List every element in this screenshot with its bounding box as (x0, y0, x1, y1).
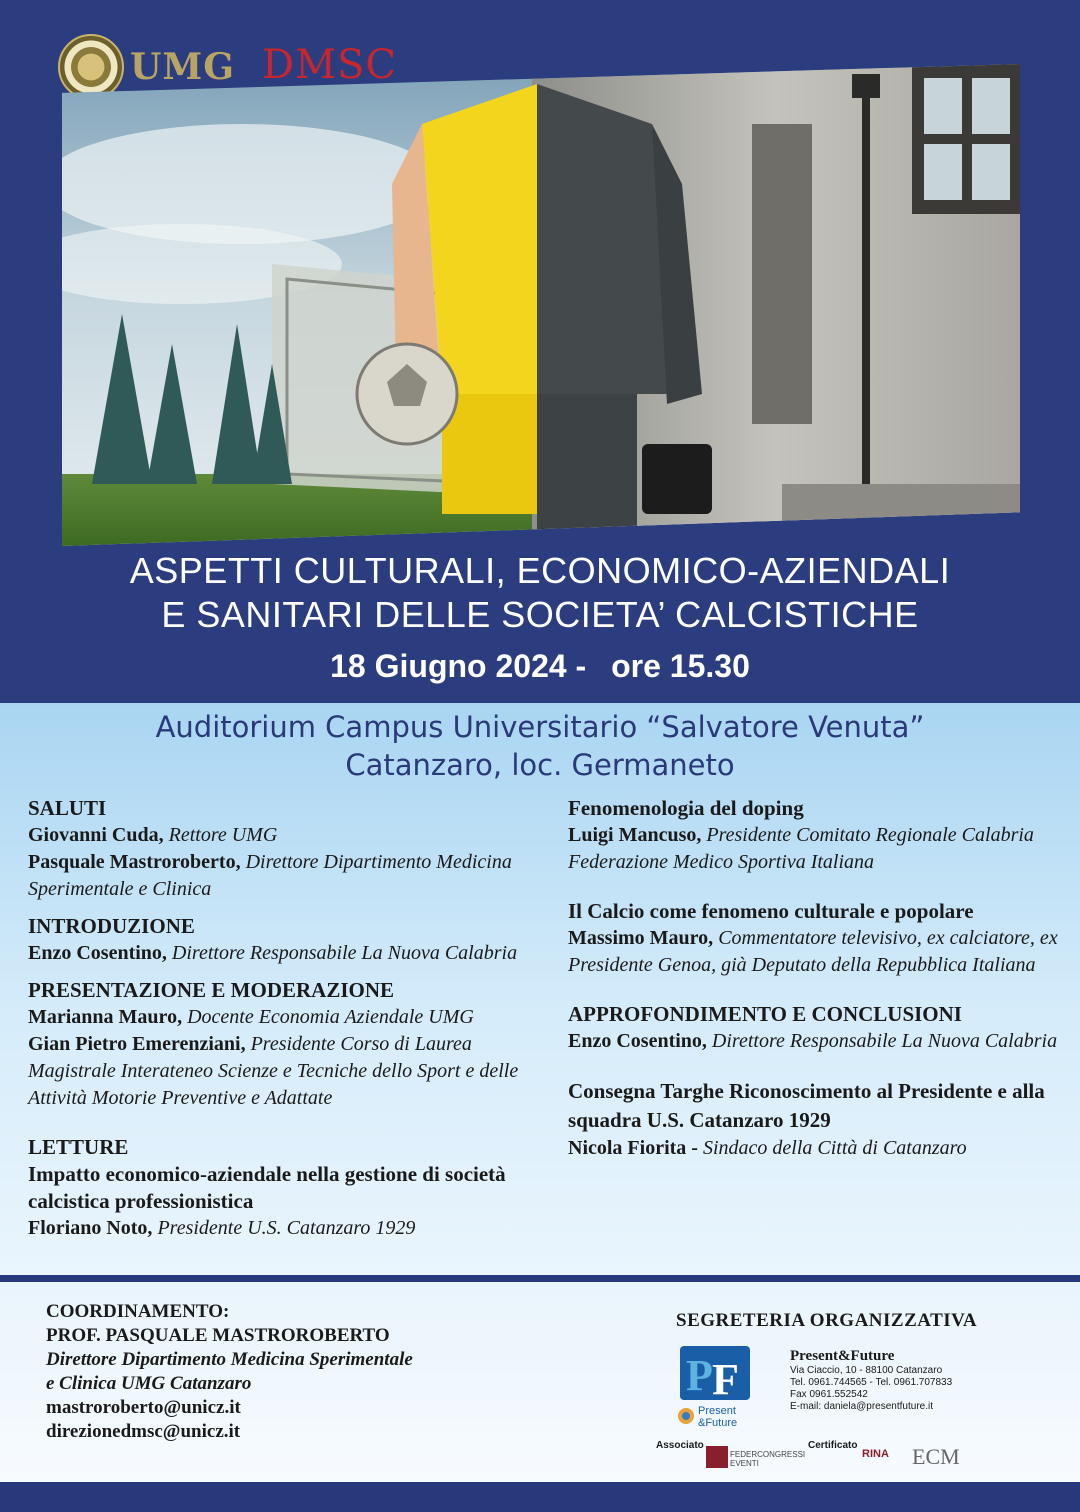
segreteria-heading: SEGRETERIA ORGANIZZATIVA (676, 1310, 978, 1331)
program-right-column (568, 795, 1068, 1172)
introduzione-section (28, 913, 548, 967)
event-time: ore 15.30 (611, 648, 750, 684)
federcongressi-logo-icon (706, 1446, 728, 1468)
footballer-businessman-image (62, 64, 1020, 546)
speaker: Gian Pietro Emerenziani, Presidente Corso di Laurea Magistrale Interateneo Scienze e Tecniche dello Sport e delle Attività Motorie Preventive e Adattate (28, 1033, 519, 1109)
consegna-section (568, 1077, 1068, 1162)
event-title-line-1: ASPETTI CULTURALI, ECONOMICO-AZIENDALI (129, 550, 951, 591)
approfondimento-section (568, 1001, 1068, 1055)
lecture-topic: Impatto economico-aziendale nella gestione di società calcistica professionistica (28, 1162, 506, 1213)
coordinamento-block (46, 1300, 413, 1444)
saluti-section (28, 795, 548, 903)
present-future-logo (676, 1344, 764, 1428)
speaker: Giovanni Cuda, Rettore UMG (28, 824, 278, 846)
event-title-line-2: E SANITARI DELLE SOCIETA’ CALCISTICHE (161, 594, 919, 635)
speaker: Massimo Mauro, Commentatore televisivo, ex calciatore, ex Presidente Genoa, già Deputato della Repubblica Italiana (568, 927, 1058, 976)
rina-logo: RINA (862, 1448, 889, 1460)
section-heading: Fenomenologia del doping (568, 796, 804, 820)
coordinator-role-2: e Clinica UMG Catanzaro (46, 1373, 252, 1394)
ecm-logo: ECM (912, 1444, 960, 1469)
event-day: 18 Giugno 2024 - (330, 648, 587, 684)
email-link[interactable]: mastroroberto@unicz.it (46, 1397, 241, 1418)
present-future-icon (676, 1344, 764, 1428)
svg-text:P: P (686, 1351, 713, 1400)
coordinator-role-1: Direttore Dipartimento Medicina Sperimentale (46, 1349, 413, 1370)
speaker: Enzo Cosentino, Direttore Responsabile La Nuova Calabria (568, 1030, 1058, 1052)
section-heading: PRESENTAZIONE E MODERAZIONE (28, 978, 395, 1002)
university-seal-icon (58, 34, 124, 100)
coordinator-name: PROF. PASQUALE MASTROROBERTO (46, 1325, 390, 1346)
section-heading: APPROFONDIMENTO E CONCLUSIONI (568, 1002, 962, 1026)
company-fax: Fax 0961.552542 (790, 1389, 868, 1400)
federcongressi-label: FEDERCONGRESSI EVENTI (730, 1450, 806, 1468)
hero-photo (62, 64, 1020, 546)
section-heading: SALUTI (28, 796, 107, 820)
svg-text:F: F (712, 1355, 739, 1404)
umg-logo-text: UMG (130, 46, 235, 88)
presentazione-section (28, 977, 548, 1112)
event-date (0, 648, 1080, 685)
associato-label: Associato (656, 1440, 704, 1451)
speaker: Floriano Noto, Presidente U.S. Catanzaro 1929 (28, 1217, 416, 1239)
speaker: Luigi Mancuso, Presidente Comitato Regionale Calabria Federazione Medico Sportiva Italiana (568, 824, 1034, 873)
venue-line-1: Auditorium Campus Universitario “Salvatore Venuta” (155, 710, 925, 744)
company-tel: Tel. 0961.744565 - Tel. 0961.707833 (790, 1377, 953, 1388)
doping-section (568, 795, 1068, 876)
company-email[interactable]: E-mail: daniela@presentfuture.it (790, 1401, 933, 1412)
speaker: Marianna Mauro, Docente Economia Aziendale UMG (28, 1006, 474, 1028)
section-heading: Consegna Targhe Riconoscimento al Presidente e alla squadra U.S. Catanzaro 1929 (568, 1079, 1045, 1132)
venue-line-2: Catanzaro, loc. Germaneto (345, 748, 735, 782)
dmsc-logo: DMSC (262, 42, 398, 88)
logo-text-present: Present (698, 1405, 736, 1417)
email-link[interactable]: direzionedmsc@unicz.it (46, 1421, 241, 1442)
speaker: Nicola Fiorita - Sindaco della Città di Catanzaro (568, 1137, 967, 1159)
certificato-label: Certificato (808, 1440, 858, 1451)
letture-section (28, 1134, 548, 1242)
coordinamento-heading: COORDINAMENTO: (46, 1301, 230, 1322)
program-left-column (28, 795, 548, 1252)
speaker: Pasquale Mastroroberto, Direttore Dipartimento Medicina Sperimentale e Clinica (28, 851, 512, 900)
section-heading: LETTURE (28, 1135, 129, 1159)
section-heading: Il Calcio come fenomeno culturale e popolare (568, 899, 974, 923)
calcio-section (568, 898, 1068, 979)
logo-text-future: &Future (698, 1417, 738, 1428)
company-address: Via Ciaccio, 10 - 88100 Catanzaro (790, 1365, 943, 1376)
company-name: Present&Future (790, 1348, 895, 1364)
speaker: Enzo Cosentino, Direttore Responsabile La Nuova Calabria (28, 942, 518, 964)
segreteria-contact (790, 1348, 952, 1413)
section-heading: INTRODUZIONE (28, 914, 195, 938)
